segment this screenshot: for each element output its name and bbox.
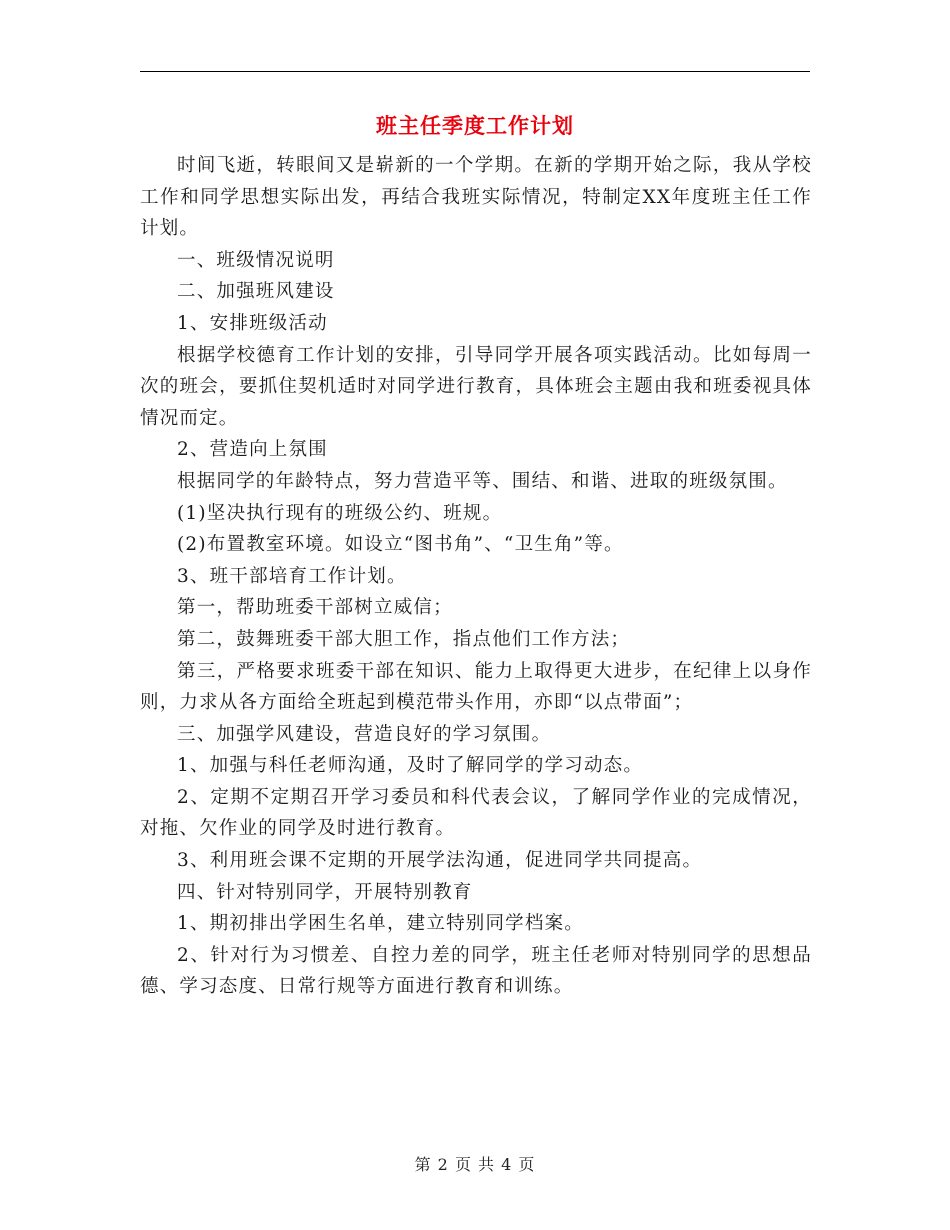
list-item: (2)布置教室环境。如设立“图书角”、“卫生角”等。 (177, 534, 624, 556)
list-item: 2、针对行为习惯差、自控力差的同学，班主任老师对特别同学的思想品德、学习态度、日常行规等方面进行教育和训练。 (140, 944, 812, 998)
page-number-footer: 第 2 页 共 4 页 (414, 1155, 536, 1174)
section-heading: 一、班级情况说明 (177, 249, 335, 271)
subsection-heading: 3、班干部培育工作计划。 (177, 565, 407, 587)
list-item: 第一，帮助班委干部树立威信； (177, 597, 453, 619)
list-item: 1、期初排出学困生名单，建立特别同学档案。 (177, 913, 584, 935)
list-item: 第三，严格要求班委干部在知识、能力上取得更大进步，在纪律上以身作则，力求从各方面给全班起到模范带头作用，亦即“以点带面”； (140, 660, 812, 714)
paragraph: 根据同学的年龄特点，努力营造平等、围结、和谐、进取的班级氛围。 (177, 470, 788, 492)
section-heading: 四、针对特别同学，开展特别教育 (177, 881, 473, 903)
list-item: 第二，鼓舞班委干部大胆工作，指点他们工作方法； (177, 628, 631, 650)
paragraph: 时间飞逝，转眼间又是崭新的一个学期。在新的学期开始之际，我从学校工作和同学思想实际出发，再结合我班实际情况，特制定XX年度班主任工作计划。 (140, 155, 812, 240)
section-heading: 三、加强学风建设，营造良好的学习氛围。 (177, 723, 552, 745)
paragraph: 根据学校德育工作计划的安排，引导同学开展各项实践活动。比如每周一次的班会，要抓住契机适时对同学进行教育，具体班会主题由我和班委视具体情况而定。 (140, 344, 812, 429)
document-title: 班主任季度工作计划 (376, 113, 574, 138)
list-item: 1、加强与科任老师沟通，及时了解同学的学习动态。 (177, 755, 644, 777)
list-item: 2、定期不定期召开学习委员和科代表会议，了解同学作业的完成情况，对拖、欠作业的同学及时进行教育。 (140, 786, 812, 840)
list-item: 3、利用班会课不定期的开展学法沟通，促进同学共同提高。 (177, 850, 703, 872)
document-body (140, 150, 812, 1003)
header-rule (140, 71, 810, 72)
subsection-heading: 2、营造向上氛围 (177, 439, 328, 461)
list-item: (1)坚决执行现有的班级公约、班规。 (177, 502, 503, 524)
section-heading: 二、加强班风建设 (177, 281, 335, 303)
subsection-heading: 1、安排班级活动 (177, 312, 328, 334)
